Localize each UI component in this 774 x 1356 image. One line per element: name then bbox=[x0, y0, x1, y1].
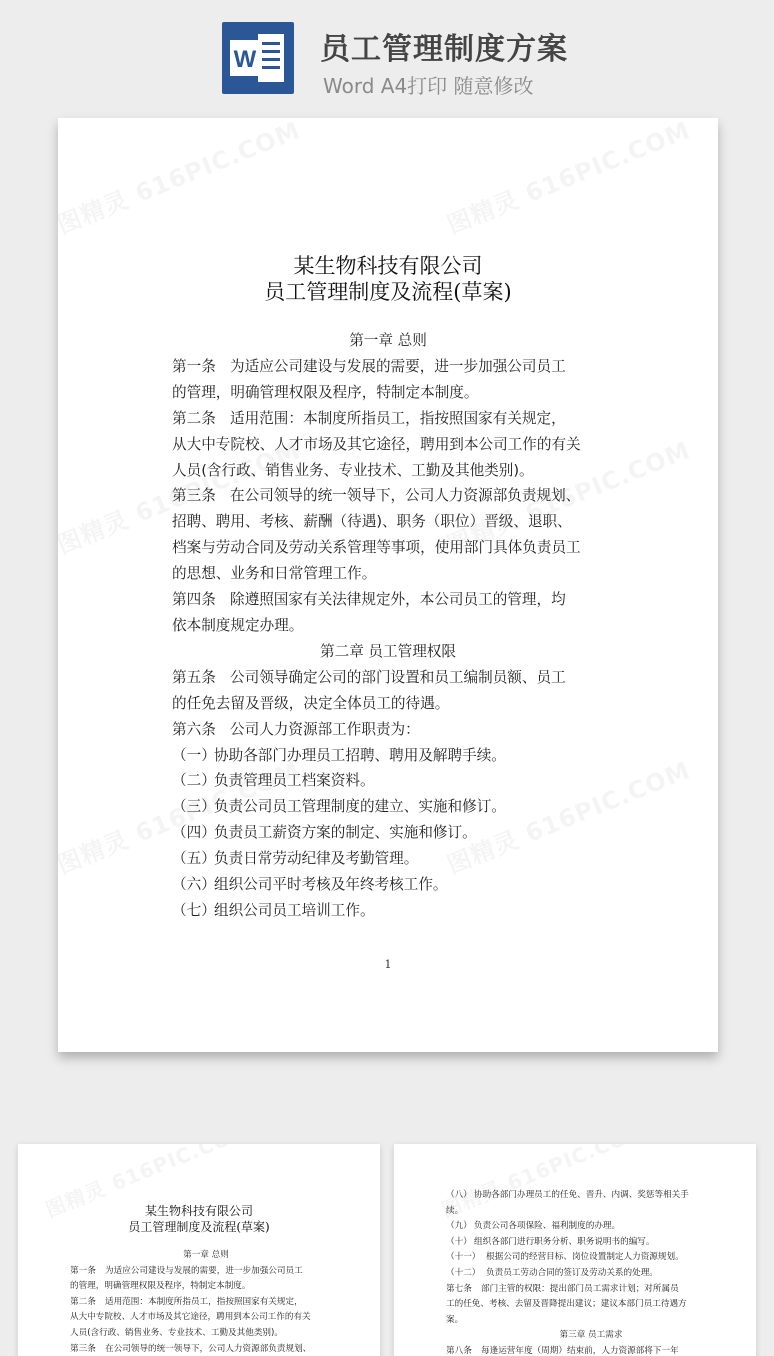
thumb-article-text: 案。 bbox=[446, 1314, 464, 1325]
watermark bbox=[58, 118, 305, 240]
thumb-article-text: 从大中专院校、人才市场及其它途径，聘用到本公司工作的有关 bbox=[70, 1312, 311, 1323]
article-6: 第六条 公司人力资源部工作职责为： bbox=[172, 720, 420, 738]
document-page-1 bbox=[58, 118, 718, 1052]
thumb-document-title: 员工管理制度及流程(草案) bbox=[128, 1220, 270, 1234]
thumb-company-name: 某生物科技有限公司 bbox=[144, 1204, 253, 1218]
article-text: 档案与劳动合同及劳动关系管理等事项，使用部门具体负责员工 bbox=[172, 539, 581, 557]
watermark bbox=[441, 118, 695, 240]
duty-item: （六）组织公司平时考核及年终考核工作。 bbox=[172, 876, 448, 894]
thumb-article-text: 工的任免、考核、去留及晋降提出建议；建议本部门员工待遇方 bbox=[446, 1299, 687, 1310]
article-text: 依本制度规定办理。 bbox=[172, 616, 304, 634]
thumbnail-page-1[interactable] bbox=[18, 1144, 380, 1356]
thumb-article-text: 的管理，明确管理权限及程序，特制定本制度。 bbox=[70, 1281, 251, 1292]
article-text: 的思想、业务和日常管理工作。 bbox=[172, 565, 377, 583]
duty-item: （二）负责管理员工档案资料。 bbox=[172, 772, 375, 790]
article-1: 第一条 为适应公司建设与发展的需要，进一步加强公司员工 bbox=[172, 357, 566, 375]
chapter-heading: 第一章 总则 bbox=[349, 332, 427, 349]
article-text: 招聘、聘用、考核、薪酬（待遇)、职务（职位）晋级、退职、 bbox=[172, 513, 572, 531]
chapter-heading: 第二章 员工管理权限 bbox=[320, 642, 456, 660]
thumbnail-page-2[interactable] bbox=[394, 1144, 756, 1356]
duty-item: （七）组织公司员工培训工作。 bbox=[172, 901, 375, 919]
thumb-article-2: 第二条 适用范围：本制度所指员工，指按照国家有关规定， bbox=[70, 1296, 303, 1307]
word-doc-icon bbox=[222, 22, 294, 94]
thumb-article-8: 第八条 每逢运营年度（周期）结束前，人力资源部将下一年 bbox=[446, 1345, 679, 1356]
article-3: 第三条 在公司领导的统一领导下，公司人力资源部负责规划、 bbox=[172, 487, 581, 505]
thumb-duty-text: 续。 bbox=[446, 1205, 464, 1216]
thumb-article-1: 第一条 为适应公司建设与发展的需要，进一步加强公司员工 bbox=[70, 1265, 303, 1276]
article-text: 的管理，明确管理权限及程序，特制定本制度。 bbox=[172, 383, 479, 401]
article-text: 从大中专院校、人才市场及其它途径，聘用到本公司工作的有关 bbox=[172, 435, 581, 453]
duty-item: （一）协助各部门办理员工招聘、聘用及解聘手续。 bbox=[172, 746, 506, 764]
thumb-article-text: 人员(含行政、销售业务、专业技术、工勤及其他类别)。 bbox=[70, 1327, 283, 1338]
banner-subtitle: Word A4打印 随意修改 bbox=[323, 74, 534, 98]
thumb-duty-item: （八） 协助各部门办理员工的任免、晋升、内调、奖惩等相关手 bbox=[446, 1190, 689, 1200]
header-banner bbox=[0, 0, 774, 110]
word-icon-letter: W bbox=[233, 46, 257, 73]
article-4: 第四条 除遵照国家有关法律规定外，本公司员工的管理，均 bbox=[172, 591, 566, 609]
duty-item: （四）负责员工薪资方案的制定、实施和修订。 bbox=[172, 824, 477, 842]
thumb-chapter-heading: 第三章 员工需求 bbox=[559, 1330, 623, 1341]
thumb-article-3: 第三条 在公司领导的统一领导下，公司人力资源部负责规划、 bbox=[70, 1343, 312, 1354]
document-title: 员工管理制度及流程(草案) bbox=[264, 280, 512, 304]
thumb-duty-item: （九） 负责公司各项保险、福利制度的办理。 bbox=[446, 1221, 621, 1232]
duty-item: （三）负责公司员工管理制度的建立、实施和修订。 bbox=[172, 798, 506, 816]
thumb-chapter-heading: 第一章 总则 bbox=[183, 1250, 229, 1260]
thumb-body bbox=[446, 1188, 736, 1356]
page-number: 1 bbox=[384, 958, 392, 971]
document-body bbox=[172, 328, 604, 924]
article-text: 的任免去留及晋级，决定全体员工的待遇。 bbox=[172, 694, 450, 712]
duty-item: （五）负责日常劳动纪律及考勤管理。 bbox=[172, 850, 419, 868]
thumb-duty-item: （十二） 负责员工劳动合同的签订及劳动关系的处理。 bbox=[446, 1267, 658, 1278]
banner-title: 员工管理制度方案 bbox=[320, 32, 568, 67]
company-name: 某生物科技有限公司 bbox=[293, 254, 483, 278]
thumb-body bbox=[70, 1248, 342, 1356]
article-5: 第五条 公司领导确定公司的部门设置和员工编制员额、员工 bbox=[172, 668, 566, 686]
article-2: 第二条 适用范围：本制度所指员工，指按照国家有关规定， bbox=[172, 409, 566, 427]
article-text: 人员(含行政、销售业务、专业技术、工勤及其他类别)。 bbox=[172, 461, 534, 479]
thumb-article-7: 第七条 部门主管的权限：提出部门员工需求计划；对所属员 bbox=[446, 1283, 679, 1294]
thumb-duty-item: （十） 组织各部门进行职务分析、职务说明书的编写。 bbox=[446, 1236, 655, 1247]
thumb-duty-item: （十一） 根据公司的经营目标、岗位设置制定人力资源规划。 bbox=[446, 1252, 684, 1263]
